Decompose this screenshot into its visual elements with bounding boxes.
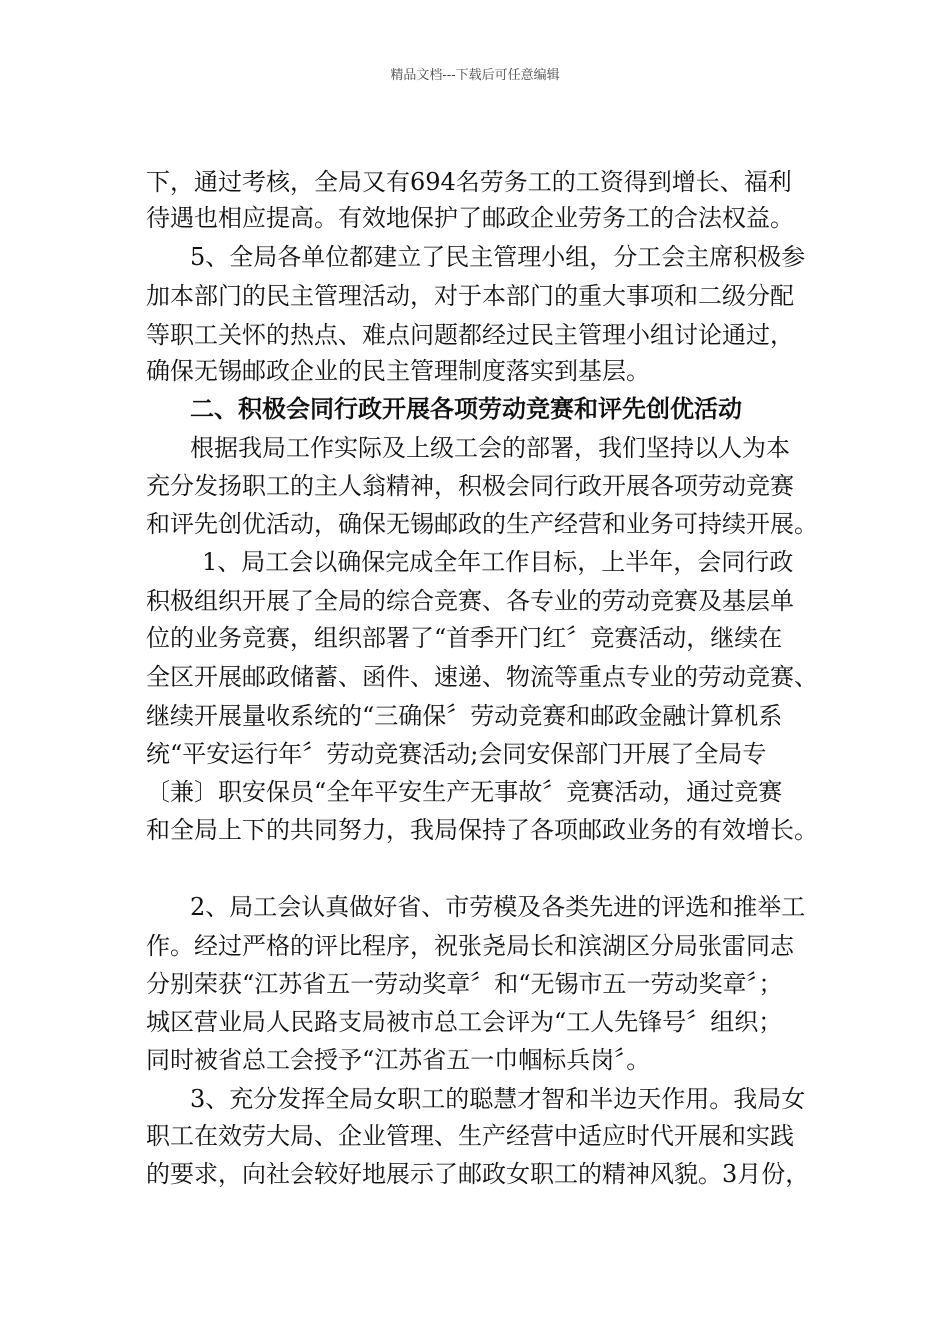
body-line: 1、局工会以确保完成全年工作目标，上半年，会同行政 bbox=[202, 548, 794, 576]
body-line: 位的业务竞赛，组织部署了“首季开门红〞竞赛活动，继续在 bbox=[146, 624, 783, 652]
body-line: 作。经过严格的评比程序，祝张尧局长和滨湖区分局张雷同志 bbox=[146, 932, 794, 960]
body-line: 积极组织开展了全局的综合竞赛、各专业的劳动竞赛及基层单 bbox=[146, 587, 794, 615]
body-line: 5、全局各单位都建立了民主管理小组，分工会主席积极参 bbox=[190, 243, 806, 271]
body-line: 根据我局工作实际及上级工会的部署，我们坚持以人为本 bbox=[190, 434, 790, 462]
body-line: 职工在效劳大局、企业管理、生产经营中适应时代开展和实践 bbox=[146, 1122, 794, 1150]
body-line: 确保无锡邮政企业的民主管理制度落实到基层。 bbox=[146, 357, 650, 385]
body-line: 2、局工会认真做好省、市劳模及各类先进的评选和推举工 bbox=[190, 893, 806, 921]
body-line: 和全局上下的共同努力，我局保持了各项邮政业务的有效增长。 bbox=[146, 816, 818, 844]
section-heading: 二、积极会同行政开展各项劳动竞赛和评先创优活动 bbox=[190, 394, 742, 423]
body-line: 充分发扬职工的主人翁精神，积极会同行政开展各项劳动竞赛 bbox=[146, 472, 794, 500]
body-line: 下，通过考核，全局又有694名劳务工的工资得到增长、福利 bbox=[146, 168, 792, 196]
body-line: 同时被省总工会授予“江苏省五一巾帼标兵岗〞。 bbox=[146, 1046, 651, 1074]
body-line: 全区开展邮政储蓄、函件、速递、物流等重点专业的劳动竞赛、 bbox=[146, 663, 818, 691]
body-line: 统“平安运行年〞劳动竞赛活动;会同安保部门开展了全局专 bbox=[146, 740, 767, 768]
body-line: 和评先创优活动，确保无锡邮政的生产经营和业务可持续开展。 bbox=[146, 510, 818, 538]
body-line: 的要求，向社会较好地展示了邮政女职工的精神风貌。3月份， bbox=[146, 1160, 810, 1188]
body-line: 〔兼〕职安保员“全年平安生产无事故〞竞赛活动，通过竞赛 bbox=[146, 778, 783, 806]
body-line: 城区营业局人民路支局被市总工会评为“工人先锋号〞组织； bbox=[146, 1008, 783, 1036]
body-line: 待遇也相应提高。有效地保护了邮政企业劳务工的合法权益。 bbox=[146, 204, 794, 232]
body-line: 等职工关怀的热点、难点问题都经过民主管理小组讨论通过， bbox=[146, 321, 794, 349]
body-line: 继续开展量收系统的“三确保〞劳动竞赛和邮政金融计算机系 bbox=[146, 702, 783, 730]
body-line: 3、充分发挥全局女职工的聪慧才智和半边天作用。我局女 bbox=[190, 1085, 806, 1113]
body-line: 加本部门的民主管理活动，对于本部门的重大事项和二级分配 bbox=[146, 282, 794, 310]
page-header: 精品文档---下载后可任意编辑 bbox=[390, 68, 560, 83]
body-line: 分别荣获“江苏省五一劳动奖章〞和“无锡市五一劳动奖章〞； bbox=[146, 970, 783, 998]
